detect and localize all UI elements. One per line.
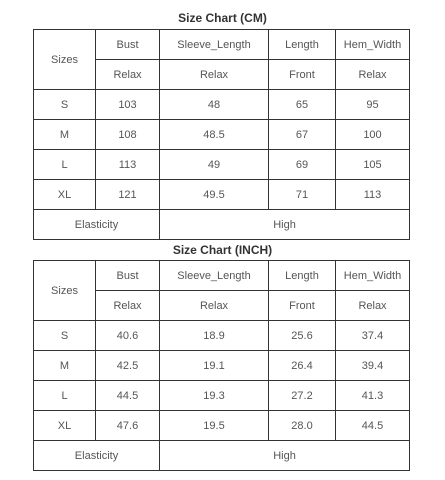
size-cell: S [34, 90, 96, 120]
subheader-cell: Relax [336, 291, 410, 321]
size-chart-cm-title: Size Chart (CM) [178, 11, 267, 25]
subheader-cell: Relax [96, 60, 160, 90]
header-cell-hem-width: Hem_Width [336, 30, 410, 60]
size-cell: XL [34, 180, 96, 210]
value-cell: 121 [96, 180, 160, 210]
elasticity-label-cell: Elasticity [34, 210, 160, 240]
value-cell: 18.9 [160, 321, 269, 351]
value-cell: 44.5 [96, 381, 160, 411]
elasticity-row [34, 441, 410, 471]
value-cell: 19.5 [160, 411, 269, 441]
table-header-row [34, 30, 410, 60]
subheader-cell: Relax [96, 291, 160, 321]
sizes-header-cell: Sizes [34, 30, 96, 90]
value-cell: 41.3 [336, 381, 410, 411]
size-chart-inch-table [33, 260, 410, 471]
value-cell: 113 [336, 180, 410, 210]
value-cell: 69 [269, 150, 336, 180]
size-chart-inch-title: Size Chart (INCH) [172, 243, 273, 257]
value-cell: 65 [269, 90, 336, 120]
value-cell: 108 [96, 120, 160, 150]
value-cell: 25.6 [269, 321, 336, 351]
header-cell-length: Length [269, 30, 336, 60]
value-cell: 19.1 [160, 351, 269, 381]
header-cell-bust: Bust [96, 261, 160, 291]
table-row [34, 90, 410, 120]
table-row [34, 351, 410, 381]
value-cell: 71 [269, 180, 336, 210]
value-cell: 48 [160, 90, 269, 120]
header-cell-bust: Bust [96, 30, 160, 60]
value-cell: 44.5 [336, 411, 410, 441]
subheader-cell: Relax [160, 291, 269, 321]
elasticity-value-cell: High [160, 441, 410, 471]
value-cell: 39.4 [336, 351, 410, 381]
size-cell: L [34, 381, 96, 411]
header-cell-sleeve-length: Sleeve_Length [160, 261, 269, 291]
value-cell: 103 [96, 90, 160, 120]
subheader-cell: Relax [336, 60, 410, 90]
subheader-cell: Front [269, 291, 336, 321]
size-cell: L [34, 150, 96, 180]
table-row [34, 381, 410, 411]
table-header-row [34, 261, 410, 291]
elasticity-label-cell: Elasticity [34, 441, 160, 471]
value-cell: 100 [336, 120, 410, 150]
value-cell: 42.5 [96, 351, 160, 381]
value-cell: 47.6 [96, 411, 160, 441]
table-row [34, 321, 410, 351]
table-row [34, 180, 410, 210]
value-cell: 67 [269, 120, 336, 150]
size-cell: XL [34, 411, 96, 441]
value-cell: 28.0 [269, 411, 336, 441]
size-cell: S [34, 321, 96, 351]
table-row [34, 150, 410, 180]
sizes-header-cell: Sizes [34, 261, 96, 321]
value-cell: 19.3 [160, 381, 269, 411]
value-cell: 49 [160, 150, 269, 180]
elasticity-value-cell: High [160, 210, 410, 240]
value-cell: 27.2 [269, 381, 336, 411]
header-cell-length: Length [269, 261, 336, 291]
size-cell: M [34, 120, 96, 150]
value-cell: 95 [336, 90, 410, 120]
value-cell: 113 [96, 150, 160, 180]
value-cell: 48.5 [160, 120, 269, 150]
size-chart-cm-table [33, 29, 410, 240]
header-cell-hem-width: Hem_Width [336, 261, 410, 291]
table-row [34, 120, 410, 150]
value-cell: 49.5 [160, 180, 269, 210]
value-cell: 105 [336, 150, 410, 180]
header-cell-sleeve-length: Sleeve_Length [160, 30, 269, 60]
subheader-cell: Relax [160, 60, 269, 90]
subheader-cell: Front [269, 60, 336, 90]
value-cell: 37.4 [336, 321, 410, 351]
value-cell: 40.6 [96, 321, 160, 351]
elasticity-row [34, 210, 410, 240]
value-cell: 26.4 [269, 351, 336, 381]
table-row [34, 411, 410, 441]
size-cell: M [34, 351, 96, 381]
